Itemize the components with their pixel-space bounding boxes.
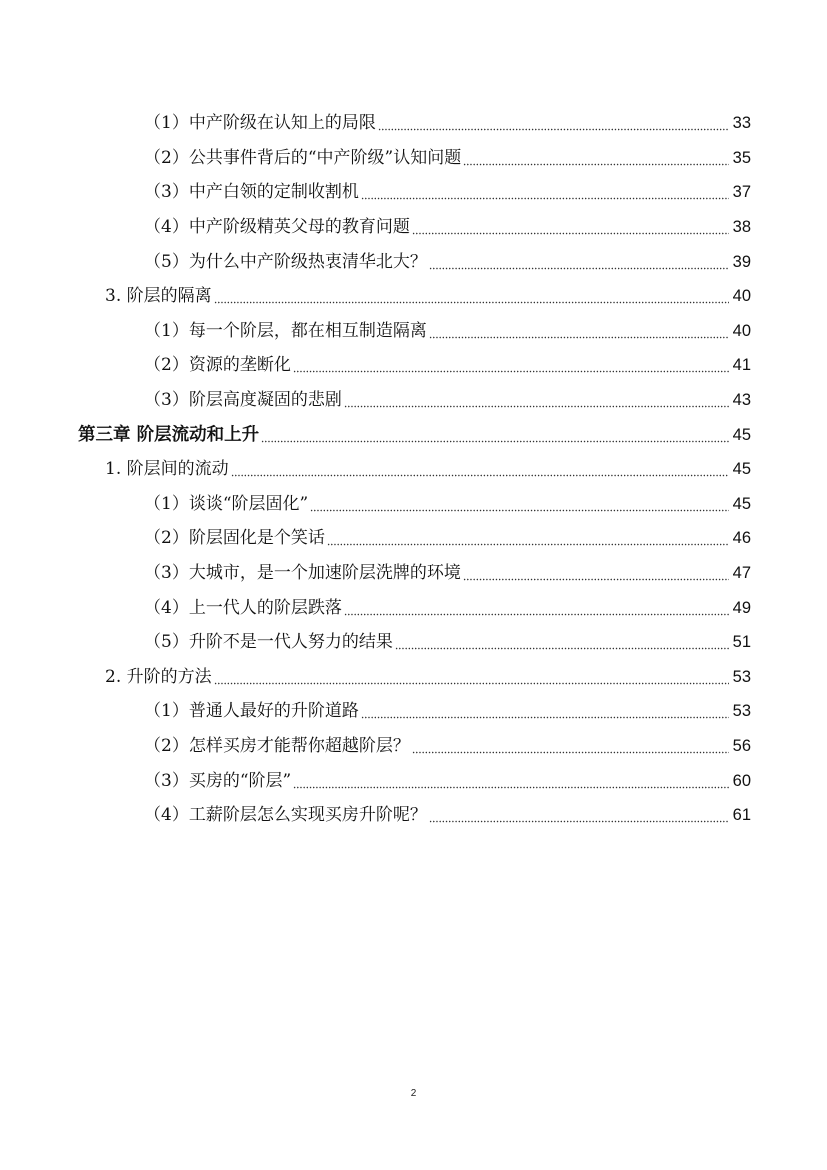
toc-entry-page: 33 bbox=[732, 114, 751, 133]
toc-entry-page: 46 bbox=[732, 529, 751, 548]
toc-entry-page: 37 bbox=[732, 183, 751, 202]
toc-entry-title: （4）中产阶级精英父母的教育问题 bbox=[144, 217, 410, 238]
dot-leader bbox=[231, 459, 729, 479]
toc-entry-title: （3）大城市，是一个加速阶层洗牌的环境 bbox=[144, 563, 461, 584]
toc-entry-title: （2）公共事件背后的“中产阶级”认知问题 bbox=[144, 147, 462, 168]
toc-entry[interactable] bbox=[0, 348, 827, 383]
toc-entry-page: 56 bbox=[732, 736, 751, 755]
dot-leader bbox=[378, 113, 729, 133]
dot-leader bbox=[429, 252, 729, 272]
toc-entry-page: 53 bbox=[732, 702, 751, 721]
dot-leader bbox=[327, 528, 729, 548]
toc-entry-page: 40 bbox=[732, 321, 751, 340]
toc-entry-title: （5）升阶不是一代人努力的结果 bbox=[144, 632, 393, 653]
toc-entry-page: 51 bbox=[732, 633, 751, 652]
dot-leader bbox=[293, 355, 729, 375]
toc-section[interactable] bbox=[0, 279, 827, 314]
toc-chapter[interactable] bbox=[0, 417, 827, 452]
toc-entry-page: 35 bbox=[732, 148, 751, 167]
dot-leader bbox=[214, 286, 729, 306]
toc-entry[interactable] bbox=[0, 141, 827, 176]
toc-section-title: 3. 阶层的隔离 bbox=[105, 286, 212, 307]
toc-entry[interactable] bbox=[0, 383, 827, 418]
toc-entry[interactable] bbox=[0, 487, 827, 522]
toc-entry-page: 41 bbox=[732, 356, 751, 375]
toc-entry-title: （5）为什么中产阶级热衷清华北大？ bbox=[144, 251, 427, 272]
toc-entry[interactable] bbox=[0, 244, 827, 279]
toc-entry-page: 61 bbox=[732, 806, 751, 825]
toc-entry-title: （2）阶层固化是个笑话 bbox=[144, 528, 325, 549]
toc-entry-title: （3）中产白领的定制收割机 bbox=[144, 182, 359, 203]
toc-entry-page: 38 bbox=[732, 218, 751, 237]
toc-entry-title: （1）中产阶级在认知上的局限 bbox=[144, 113, 376, 134]
toc-section[interactable] bbox=[0, 452, 827, 487]
dot-leader bbox=[412, 736, 729, 756]
toc-entry-page: 43 bbox=[732, 391, 751, 410]
toc-entry[interactable] bbox=[0, 521, 827, 556]
toc-chapter-page: 45 bbox=[732, 425, 751, 444]
toc-entry[interactable] bbox=[0, 175, 827, 210]
toc-entry-title: （2）资源的垄断化 bbox=[144, 355, 291, 376]
toc-entry-title: （4）工薪阶层怎么实现买房升阶呢？ bbox=[144, 805, 427, 826]
toc-entry[interactable] bbox=[0, 556, 827, 591]
dot-leader bbox=[463, 148, 729, 168]
toc-entry-title: （3）买房的“阶层” bbox=[144, 770, 292, 791]
toc-entry-title: （3）阶层高度凝固的悲剧 bbox=[144, 390, 342, 411]
toc-entry[interactable] bbox=[0, 590, 827, 625]
toc-section-title: 2. 升阶的方法 bbox=[105, 666, 212, 687]
toc-entry-title: （1）谈谈“阶层固化” bbox=[144, 493, 309, 514]
toc-section-page: 53 bbox=[732, 667, 751, 686]
dot-leader bbox=[344, 390, 729, 410]
toc-chapter-title: 第三章 阶层流动和上升 bbox=[78, 424, 260, 445]
toc-entry-page: 49 bbox=[732, 598, 751, 617]
toc-entry[interactable] bbox=[0, 763, 827, 798]
dot-leader bbox=[429, 805, 729, 825]
page-number: 2 bbox=[410, 1088, 417, 1099]
dot-leader bbox=[429, 321, 729, 341]
dot-leader bbox=[293, 771, 729, 791]
toc-section[interactable] bbox=[0, 660, 827, 695]
dot-leader bbox=[344, 598, 729, 618]
dot-leader bbox=[310, 494, 729, 514]
toc-entry-title: （2）怎样买房才能帮你超越阶层？ bbox=[144, 735, 410, 756]
dot-leader bbox=[361, 701, 729, 721]
dot-leader bbox=[214, 667, 729, 687]
toc-entry[interactable] bbox=[0, 625, 827, 660]
toc-entry[interactable] bbox=[0, 210, 827, 245]
table-of-contents bbox=[0, 106, 827, 832]
toc-entry[interactable] bbox=[0, 798, 827, 833]
toc-entry-title: （1）每一个阶层，都在相互制造隔离 bbox=[144, 320, 427, 341]
toc-section-page: 40 bbox=[732, 287, 751, 306]
toc-entry[interactable] bbox=[0, 729, 827, 764]
toc-entry[interactable] bbox=[0, 314, 827, 349]
dot-leader bbox=[412, 217, 729, 237]
toc-entry[interactable] bbox=[0, 106, 827, 141]
toc-entry-title: （1）普通人最好的升阶道路 bbox=[144, 701, 359, 722]
dot-leader bbox=[261, 425, 729, 445]
toc-entry-page: 45 bbox=[732, 494, 751, 513]
toc-entry[interactable] bbox=[0, 694, 827, 729]
dot-leader bbox=[395, 632, 729, 652]
toc-section-title: 1. 阶层间的流动 bbox=[105, 459, 229, 480]
toc-section-page: 45 bbox=[732, 460, 751, 479]
toc-entry-page: 39 bbox=[732, 252, 751, 271]
toc-entry-title: （4）上一代人的阶层跌落 bbox=[144, 597, 342, 618]
toc-entry-page: 47 bbox=[732, 564, 751, 583]
dot-leader bbox=[463, 563, 729, 583]
toc-entry-page: 60 bbox=[732, 771, 751, 790]
dot-leader bbox=[361, 182, 729, 202]
